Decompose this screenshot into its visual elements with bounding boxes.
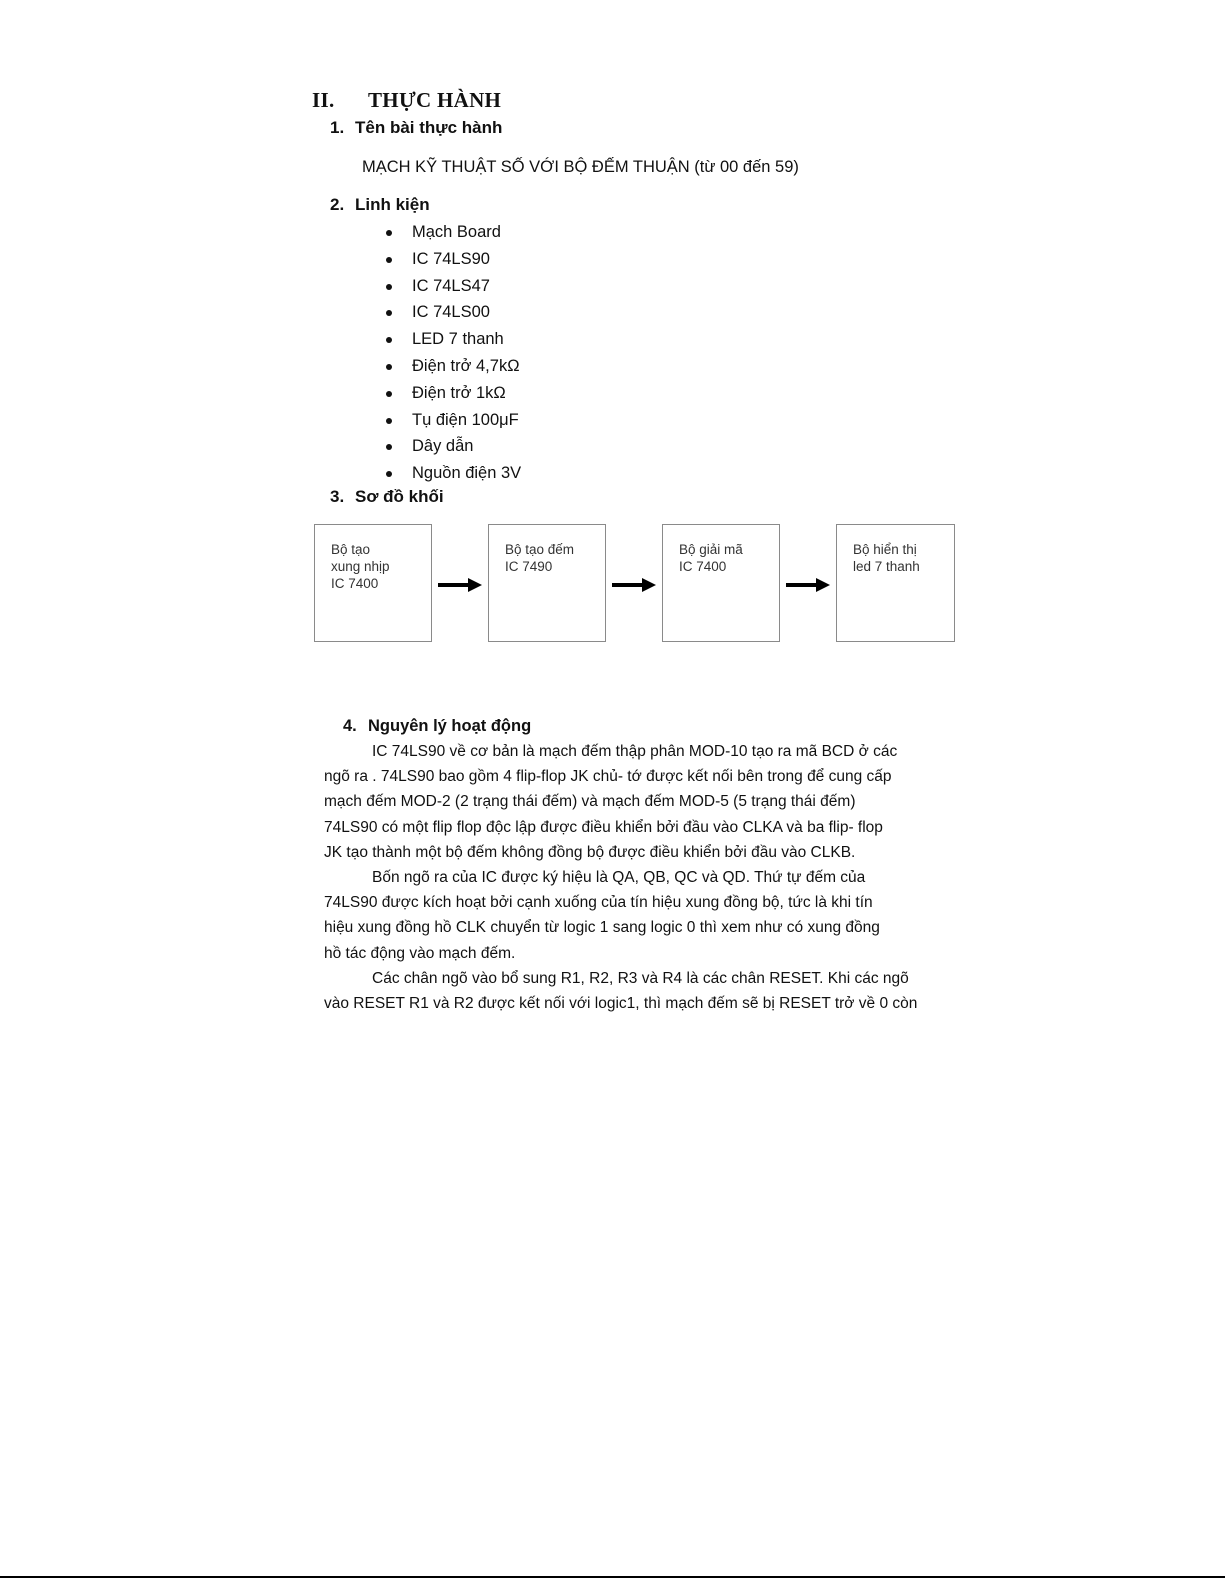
block-line: led 7 thanh [853,559,920,574]
component-label: Nguồn điện 3V [412,464,522,483]
arrow-right-icon [785,575,831,595]
paragraph-line: 74LS90 được kích hoạt bởi cạnh xuống của tín hiệu xung đồng bộ, tức là khi tín [324,894,873,912]
principle-heading [343,717,531,736]
component-label: Dây dẫn [412,437,474,456]
page-bottom-border [0,1576,1225,1578]
exercise-number: 1. [330,118,345,137]
list-item [386,460,521,487]
paragraph-line: 74LS90 có một flip flop độc lập được điều khiển bởi đầu vào CLKA và ba flip- flop [324,818,883,836]
block-diagram-heading [330,487,444,507]
list-item [386,273,521,300]
block-line: Bộ hiển thị [853,542,917,557]
component-label: Mạch Board [412,223,501,241]
paragraph-line: hồ tác động vào mạch đếm. [324,944,516,962]
arrow-right-icon [611,575,657,595]
principle-heading-text: Nguyên lý hoạt động [368,717,532,735]
bullet-icon [386,284,392,290]
bullet-icon [386,310,392,316]
diagram-block-decoder [662,524,780,642]
list-item [386,326,521,353]
paragraph-line: Các chân ngõ vào bổ sung R1, R2, R3 và R4 là các chân RESET. Khi các ngõ [372,969,909,987]
arrow-right-icon [437,575,483,595]
section-heading [312,88,501,113]
diagram-block-counter [488,524,606,642]
section-roman-numeral: II. [312,88,335,112]
paragraph-line: mạch đếm MOD-2 (2 trạng thái đếm) và mạch đếm MOD-5 (5 trạng thái đếm) [324,793,856,811]
list-item [386,407,521,434]
component-label: Điện trở 1kΩ [412,383,506,402]
bullet-icon [386,444,392,450]
bullet-icon [386,364,392,370]
list-item [386,380,521,407]
diagram-block-display [836,524,955,642]
bullet-icon [386,471,392,477]
block-line: IC 7490 [505,559,553,574]
exercise-heading [330,118,502,138]
list-item [386,246,521,273]
block-line: Bộ tạo [331,542,371,557]
components-heading [330,195,430,215]
block-diagram-number: 3. [330,487,345,506]
block-diagram-heading-text: Sơ đồ khối [355,487,444,506]
list-item [386,219,521,246]
component-label: IC 74LS90 [412,249,490,268]
principle-number: 4. [343,717,357,735]
component-label: IC 74LS47 [412,276,490,295]
components-number: 2. [330,195,345,214]
diagram-block-clock-generator [314,524,432,642]
paragraph-line: vào RESET R1 và R2 được kết nối với logic1, thì mạch đếm sẽ bị RESET trở về 0 còn [324,994,918,1012]
bullet-icon [386,337,392,343]
block-line: Bộ giải mã [679,542,743,557]
bullet-icon [386,257,392,263]
components-heading-text: Linh kiện [355,195,430,214]
paragraph-line: IC 74LS90 về cơ bản là mạch đếm thập phân MOD-10 tạo ra mã BCD ở các [372,743,898,760]
list-item [386,299,521,326]
block-line: Bộ tạo đếm [505,542,575,557]
block-line: xung nhịp [331,559,390,574]
exercise-heading-text: Tên bài thực hành [355,118,503,137]
paragraph-line: Bốn ngõ ra của IC được ký hiệu là QA, QB, QC và QD. Thứ tự đếm của [372,868,866,886]
components-list [386,219,521,487]
list-item [386,433,521,460]
paragraph-line: ngõ ra . 74LS90 bao gồm 4 flip-flop JK chủ- tớ được kết nối bên trong để cung cấp [324,768,892,786]
list-item [386,353,521,380]
exercise-name: MẠCH KỸ THUẬT SỐ VỚI BỘ ĐẾM THUẬN (từ 00 đến 59) [362,158,799,176]
block-line: IC 7400 [331,576,379,591]
paragraph-line: JK tạo thành một bộ đếm không đồng bộ được điều khiển bởi đầu vào CLKB. [324,843,856,861]
section-title: THỰC HÀNH [368,88,502,112]
principle-text [324,739,917,1016]
component-label: Điện trở 4,7kΩ [412,356,520,375]
component-label: IC 74LS00 [412,303,490,322]
component-label: Tụ điện 100μF [412,410,519,429]
bullet-icon [386,230,392,236]
paragraph-line: hiệu xung đồng hồ CLK chuyển từ logic 1 sang logic 0 thì xem như có xung đồng [324,919,880,937]
bullet-icon [386,418,392,424]
bullet-icon [386,391,392,397]
block-line: IC 7400 [679,559,727,574]
component-label: LED 7 thanh [412,330,504,349]
